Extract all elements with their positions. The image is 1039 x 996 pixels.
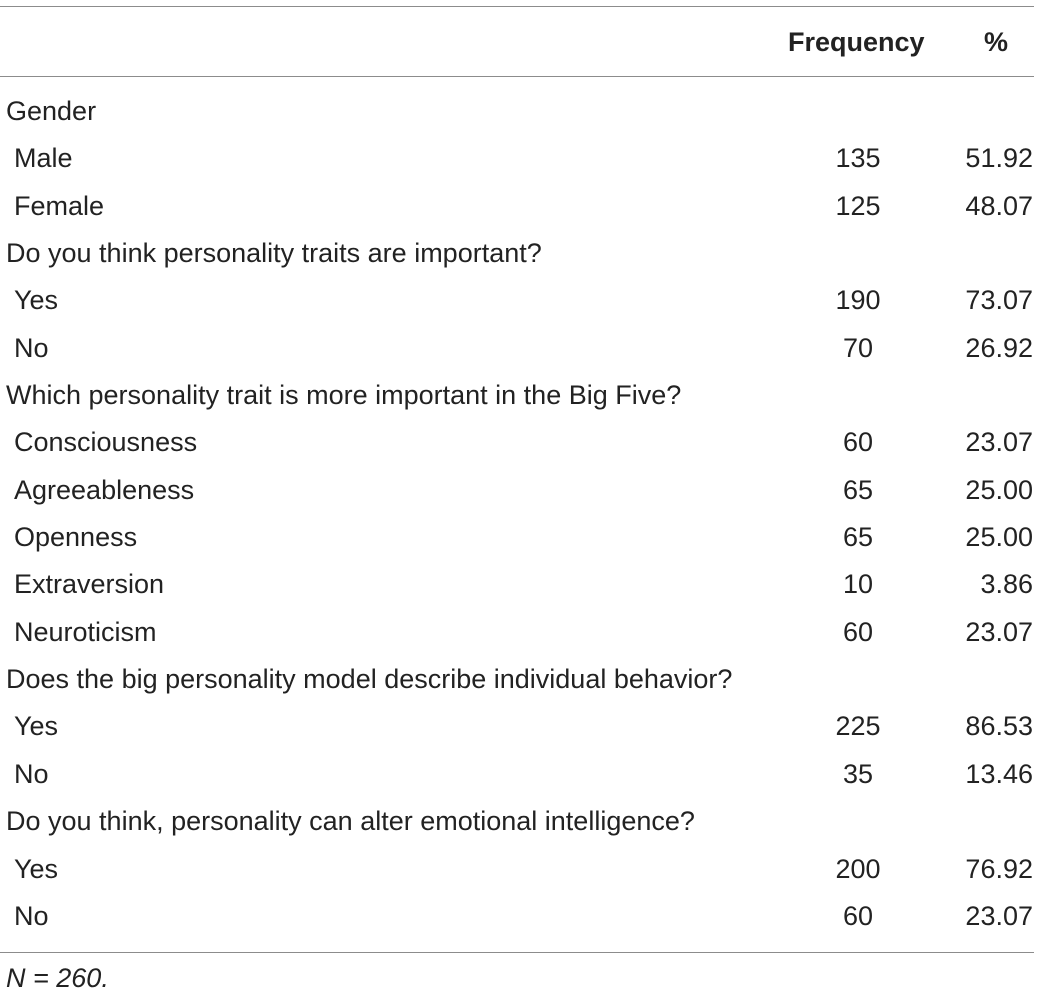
row-label: Openness — [14, 522, 138, 553]
section-heading-row — [0, 656, 1039, 703]
row-label: Neuroticism — [14, 616, 157, 647]
percent-cell: 73.07 — [965, 285, 1033, 316]
frequency-cell: 65 — [842, 474, 874, 505]
table-body — [0, 88, 1039, 940]
section-label: Do you think personality traits are important? — [6, 238, 542, 269]
table-top-rule — [0, 6, 1034, 7]
frequency-cell: 10 — [842, 569, 874, 600]
table-row — [0, 703, 1039, 750]
row-label: No — [14, 900, 49, 931]
table-row — [0, 419, 1039, 466]
section-label: Does the big personality model describe individual behavior? — [6, 664, 733, 695]
table-row — [0, 514, 1039, 561]
table-row — [0, 467, 1039, 514]
row-label: Male — [14, 143, 73, 174]
row-label: Consciousness — [14, 427, 198, 458]
frequency-cell: 65 — [842, 522, 874, 553]
frequency-cell: 60 — [842, 427, 874, 458]
table-row — [0, 325, 1039, 372]
table-header-rule — [0, 76, 1034, 77]
percent-cell: 76.92 — [965, 853, 1033, 884]
row-label: Extraversion — [14, 569, 165, 600]
frequency-cell: 225 — [835, 711, 881, 742]
table-row — [0, 609, 1039, 656]
header-percent: % — [983, 27, 1008, 57]
table-row — [0, 561, 1039, 608]
frequency-cell: 200 — [835, 853, 881, 884]
percent-cell: 86.53 — [965, 711, 1033, 742]
percent-cell: 26.92 — [965, 332, 1033, 363]
table-row — [0, 846, 1039, 893]
frequency-cell: 60 — [842, 900, 874, 931]
table-footnote: N = 260. — [6, 963, 109, 993]
table-row — [0, 751, 1039, 798]
row-label: No — [14, 332, 49, 363]
section-heading-row — [0, 88, 1039, 135]
row-label: Yes — [14, 285, 59, 316]
section-heading-row — [0, 230, 1039, 277]
row-label: Female — [14, 190, 105, 221]
row-label: Yes — [14, 711, 59, 742]
percent-cell: 48.07 — [965, 190, 1033, 221]
frequency-cell: 125 — [835, 190, 881, 221]
row-label: Agreeableness — [14, 474, 195, 505]
frequency-cell: 35 — [842, 758, 874, 789]
section-label: Do you think, personality can alter emotional intelligence? — [6, 806, 695, 837]
header-frequency: Frequency — [788, 27, 925, 57]
percent-cell: 25.00 — [965, 474, 1033, 505]
section-label: Gender — [6, 96, 97, 126]
row-label: No — [14, 758, 49, 789]
percent-cell: 23.07 — [965, 900, 1033, 931]
table-row — [0, 893, 1039, 940]
table-row — [0, 183, 1039, 230]
percent-cell: 23.07 — [965, 616, 1033, 647]
table-bottom-rule — [0, 952, 1034, 953]
table-row — [0, 277, 1039, 324]
percent-cell: 23.07 — [965, 427, 1033, 458]
row-label: Yes — [14, 853, 59, 884]
frequency-cell: 70 — [842, 332, 874, 363]
percent-cell: 51.92 — [965, 143, 1033, 174]
frequency-cell: 190 — [835, 285, 881, 316]
section-heading-row — [0, 798, 1039, 845]
table-row — [0, 135, 1039, 182]
percent-cell: 25.00 — [965, 522, 1033, 553]
section-label: Which personality trait is more important in the Big Five? — [6, 380, 682, 411]
percent-cell: 13.46 — [965, 758, 1033, 789]
frequency-cell: 60 — [842, 616, 874, 647]
table-header-row — [0, 18, 1039, 66]
frequency-cell: 135 — [835, 143, 881, 174]
section-heading-row — [0, 372, 1039, 419]
percent-cell: 3.86 — [980, 569, 1033, 600]
